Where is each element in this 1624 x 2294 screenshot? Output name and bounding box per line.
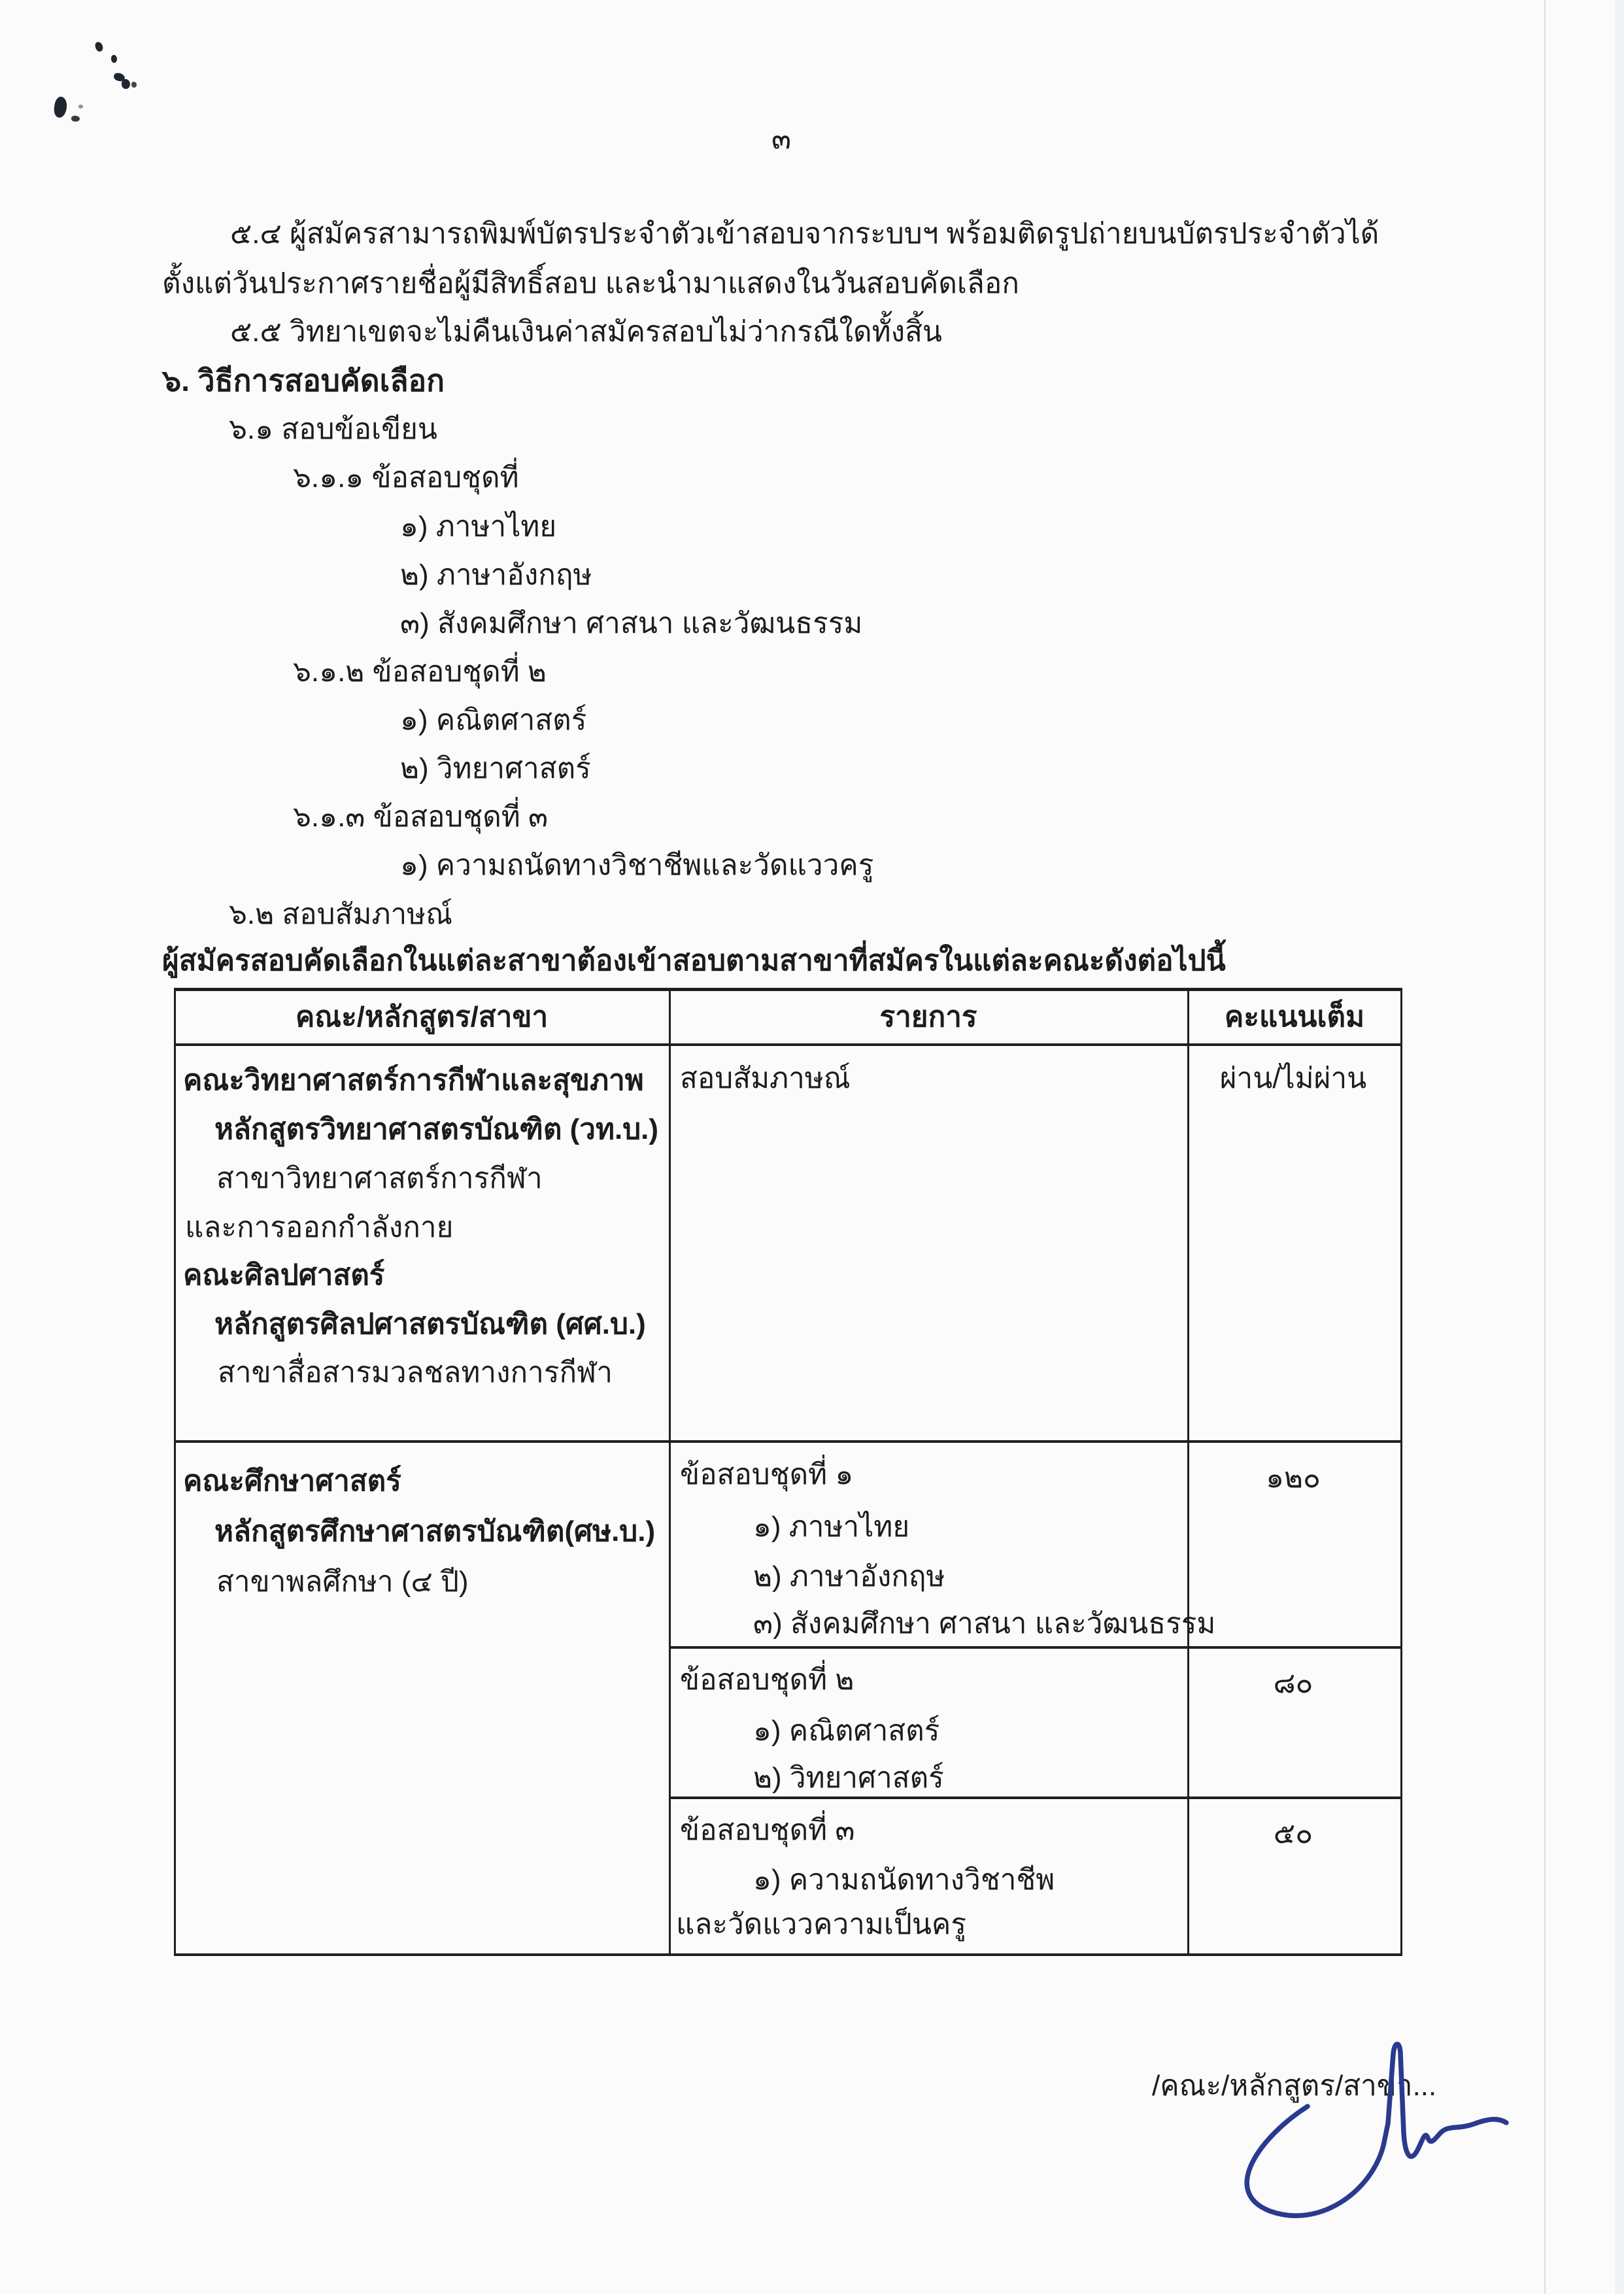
handwritten-signature [1210,2033,1517,2229]
subrow3-score: ๕๐ [1273,1817,1313,1849]
ink-speck [78,105,83,109]
clause-5-4: ๕.๔ ผู้สมัครสามารถพิมพ์บัตรประจำตัวเข้าสอบจากระบบฯ พร้อมติดรูปถ่ายบนบัตรประจำตัวได้ [230,218,1379,250]
ink-speck [122,79,130,89]
subrow3-item: ๑) ความถนัดทางวิชาชีพ [753,1864,1055,1896]
subject-math: ๑) คณิตศาสตร์ [400,704,587,736]
row1-score: ผ่าน/ไม่ผ่าน [1219,1062,1367,1094]
table-border-top [174,988,1402,991]
clause-6-2: ๖.๒ สอบสัมภาษณ์ [229,898,452,930]
page-number: ๓ [771,123,792,155]
row1-faculty-line: หลักสูตรวิทยาศาสตรบัณฑิต (วท.บ.) [214,1113,659,1145]
row1-faculty-line: และการออกกำลังกาย [185,1211,454,1243]
row2-faculty-line: คณะศึกษาศาสตร์ [183,1465,401,1497]
subrow3-continuation: และวัดแววความเป็นครู [676,1908,966,1940]
row1-item: สอบสัมภาษณ์ [680,1062,851,1094]
section-6-heading: ๖. วิธีการสอบคัดเลือก [162,363,445,397]
row2-faculty-line: หลักสูตรศึกษาศาสตรบัณฑิต(ศษ.บ.) [214,1515,656,1547]
col-header-score: คะแนนเต็ม [1224,1001,1365,1033]
row1-faculty-line: คณะวิทยาศาสตร์การกีฬาและสุขภาพ [183,1064,644,1096]
clause-6-1-2: ๖.๑.๒ ข้อสอบชุดที่ ๒ [293,656,547,688]
subrow1-title: ข้อสอบชุดที่ ๑ [680,1459,854,1491]
row1-faculty-line: หลักสูตรศิลปศาสตรบัณฑิต (ศศ.บ.) [214,1308,646,1340]
row1-faculty-line: คณะศิลปศาสตร์ [183,1259,385,1291]
ink-speck [71,116,80,122]
subject-english: ๒) ภาษาอังกฤษ [400,559,592,591]
table-border-left [174,988,176,1956]
subrow2-score: ๘๐ [1273,1667,1313,1699]
table-border-bottom [174,1953,1402,1956]
table-subrow-divider-1 [669,1646,1402,1649]
row1-faculty-line: สาขาวิทยาศาสตร์การกีฬา [216,1162,543,1194]
table-column-divider-1 [669,988,671,1956]
table-border-right [1400,988,1402,1956]
clause-6-1-3: ๖.๑.๓ ข้อสอบชุดที่ ๓ [293,801,549,833]
subrow1-item: ๑) ภาษาไทย [753,1511,910,1543]
subrow3-title: ข้อสอบชุดที่ ๓ [680,1814,855,1846]
row1-faculty-line: สาขาสื่อสารมวลชลทางการกีฬา [218,1357,613,1389]
scan-edge-line [1544,0,1546,2294]
ink-speck [111,55,117,63]
table-header-divider [174,1043,1402,1046]
subject-science: ๒) วิทยาศาสตร์ [400,752,591,784]
col-header-faculty: คณะ/หลักสูตร/สาขา [295,1001,549,1033]
clause-6-1-1: ๖.๑.๑ ข้อสอบชุดที่ [293,462,519,494]
subject-aptitude: ๑) ความถนัดทางวิชาชีพและวัดแววครู [400,849,874,881]
ink-speck [53,96,69,119]
footer-continuation-note: /คณะ/หลักสูตร/สาขา... [1152,2070,1437,2102]
table-intro-line: ผู้สมัครสอบคัดเลือกในแต่ละสาขาต้องเข้าสอบตามสาขาที่สมัครในแต่ละคณะดังต่อไปนี้ [162,945,1226,977]
subject-social: ๓) สังคมศึกษา ศาสนา และวัฒนธรรม [400,607,863,639]
scan-edge-shade [1615,0,1624,2294]
table-row-divider [174,1440,1402,1443]
clause-6-1: ๖.๑ สอบข้อเขียน [229,413,437,445]
subrow2-item: ๑) คณิตศาสตร์ [753,1715,940,1747]
table-column-divider-2 [1187,988,1189,1956]
table-subrow-divider-2 [669,1796,1402,1799]
subject-thai: ๑) ภาษาไทย [400,511,557,543]
subrow2-title: ข้อสอบชุดที่ ๒ [680,1664,854,1696]
subrow1-item: ๒) ภาษาอังกฤษ [753,1560,945,1593]
clause-5-4-cont: ตั้งแต่วันประกาศรายชื่อผู้มีสิทธิ์สอบ และนำมาแสดงในวันสอบคัดเลือก [162,267,1019,299]
subrow1-item: ๓) สังคมศึกษา ศาสนา และวัฒนธรรม [753,1608,1216,1640]
row2-faculty-line: สาขาพลศึกษา (๔ ปี) [216,1566,469,1598]
subrow2-item: ๒) วิทยาศาสตร์ [753,1762,944,1794]
ink-speck [131,82,137,88]
ink-speck [94,41,104,53]
clause-5-5: ๕.๕ วิทยาเขตจะไม่คืนเงินค่าสมัครสอบไม่ว่ากรณีใดทั้งสิ้น [230,316,942,348]
col-header-item: รายการ [879,1001,977,1033]
subrow1-score: ๑๒๐ [1266,1462,1321,1494]
